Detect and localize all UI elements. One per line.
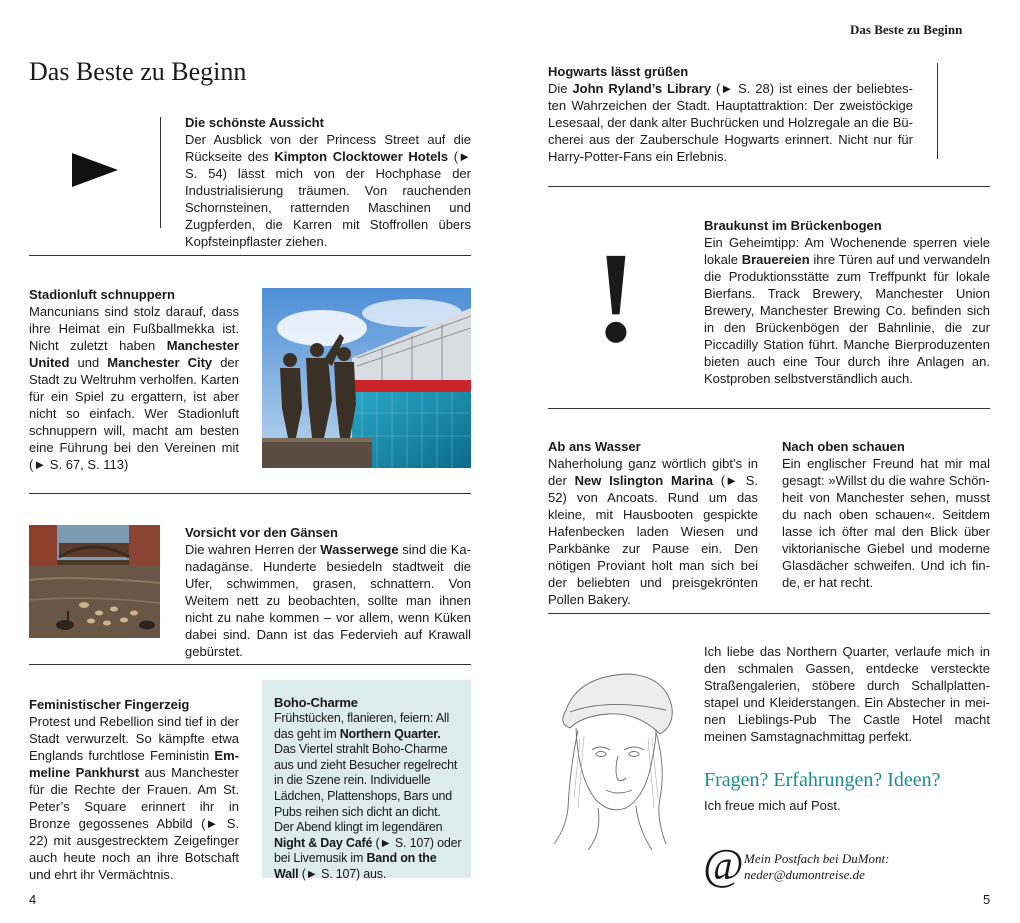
section-boho: Boho-Charme Frühstücken, flanieren, feiern: All das geht im Northern Quarter. Das Viertel strahlt Boho-Charme aus und zieht Besucher regelrecht in die Szene rein. Individuelle Lädchen, Plattenshops, Bars und Pubs reihen sich dicht an dicht. Der Abend klingt im legendären Night & Day Café (► S. 107) oder bei Livemusik im Band on the Wall (► S. 107) aus.	[274, 695, 462, 881]
author-note: Ich liebe das Northern Quarter, verlaufe mich in den schmalen Gassen, entdecke versteckte Straßengalerien, stöbere durch Schallplattenstapel und Kleiderstangen. Ein Abstecher in meinen Lieblings-Pub The Castle Hotel macht meinen Samstagnachmittag perfekt.	[704, 644, 990, 744]
section-title: Vorsicht vor den Gänsen	[185, 525, 338, 540]
section-title: Ab ans Wasser	[548, 439, 641, 454]
section-aussicht: Die schönste Aussicht Der Ausblick von der Princess Street auf die Rückseite des Kimpton Clocktower Hotels (► S. 54) lässt mich von der Hochphase der Industrialisierung träumen. Von rauchenden Schornsteinen, ratternden Maschinen und Zugpferden, die Karren mit Stoffrollen übers Kopfsteinpflaster ziehen.	[185, 115, 471, 249]
section-title: Feministischer Fingerzeig	[29, 697, 190, 712]
mail-label: Mein Postfach bei DuMont:	[744, 851, 890, 866]
question-heading: Fragen? Erfahrungen? Ideen?	[704, 769, 941, 791]
canal-geese-photo	[29, 525, 160, 638]
section-brau: Braukunst im Brückenbogen Ein Geheimtipp: Am Wochenende sperren viele lokale Brauereien ihre Türen auf und verwandeln die Produktionsstätte zum Treffpunkt für lokale Bierfans. Track Brewery, Manchester Union Brewery, Manchester Brewing Co. befinden sich in den Brückenbögen der Bahnlinie, die zur Piccadilly Station führt. Manche Bierproduzenten bieten auch eine Tour durch ihre Anlagen an. Kostproben selbstverständlich auch.	[704, 218, 991, 386]
section-title: Stadionluft schnuppern	[29, 287, 175, 302]
section-hogwarts: Hogwarts lässt grüßen Die John Ryland’s Library (► S. 28) ist eines der beliebtesten Wahrzeichen der Stadt. Hauptattraktion: Der zweistöckige Lesesaal, der dank alter Buchrücken und Holzregale an die Bücherei aus der Zauberschule Hogwarts erinnert. Nicht nur für Harry-Potter-Fans ein Erlebnis.	[548, 64, 913, 164]
stadium-photo	[262, 288, 471, 468]
at-icon: @	[703, 840, 744, 889]
post-note: Ich freue mich auf Post.	[704, 798, 841, 813]
section-feminist: Feministischer Fingerzeig Protest und Rebellion sind tief in der Stadt verwurzelt. So kämpfte etwa Englands furchtlose Feministin Emmeline Pankhurst aus Manchester für die Rechte der Frauen. Am St. Peter’s Square erinnert ihr in Bronze gegossenes Abbild (► S. 22) mit ausgestrecktem Zeigefinger auch heute noch an ihre Botschaft und ehrt ihr Vermächtnis.	[29, 697, 239, 882]
section-title: Braukunst im Brückenbogen	[704, 218, 882, 233]
section-title: Nach oben schauen	[782, 439, 905, 454]
running-header: Das Beste zu Beginn	[850, 22, 963, 37]
section-stadion: Stadionluft schnuppern Mancunians sind stolz darauf, dass ihre Heimat ein Fußballmekka ist. Nicht zuletzt haben Manchester United und Manchester City der Stadt zu Weltruhm verholfen. Karten für ein Spiel zu ergattern, ist aber nicht so einfach. Wer Stadionluft schnuppern will, macht am besten eine Führung bei den Vereinen mit (► S. 67, S. 113)	[29, 287, 239, 472]
section-title: Boho-Charme	[274, 695, 358, 710]
section-oben: Nach oben schauen Ein englischer Freund hat mir mal gesagt: »Willst du die wahre Schönheit von Manchester sehen, musst du nach oben schauen«. Seitdem lasse ich öfter mal den Blick über viktorianische Giebel und moderne Glasdächer schweifen. Und ich finde, er hat recht.	[782, 439, 990, 590]
exclamation-icon: !	[594, 226, 638, 370]
section-title: Hogwarts lässt grüßen	[548, 64, 689, 79]
page-number-right: 5	[983, 892, 991, 907]
page-title: Das Beste zu Beginn	[29, 57, 247, 86]
section-gaense: Vorsicht vor den Gänsen Die wahren Herren der Wasserwege sind die Kanadagänse. Hunderte besiedeln stadtweit die Ufer, schwimmen, grasen, schnattern. Von Weitem nett zu beobachten, sollte man ihnen nicht zu nahe kommen – vor allem, wenn Küken dabei sind. Dann ist das Federvieh auf Krawall gebürstet.	[185, 525, 471, 659]
section-title: Die schönste Aussicht	[185, 115, 324, 130]
section-wasser: Ab ans Wasser Naherholung ganz wörtlich gibt’s in der New Islington Marina (► S. 52) von Ancoats. Rund um das kleine, mit Hausbooten gespickte Hafenbecken laden Wiesen und Parkbänke zur Pause ein. Den nötigen Proviant holt man sich bei der beliebten und preisgekrönten Pollen Bakery.	[548, 439, 759, 607]
mail-link[interactable]: neder@dumontreise.de	[744, 867, 865, 882]
author-portrait-sketch	[548, 668, 678, 850]
page-number-left: 4	[29, 892, 37, 907]
play-arrow-icon	[72, 153, 118, 187]
